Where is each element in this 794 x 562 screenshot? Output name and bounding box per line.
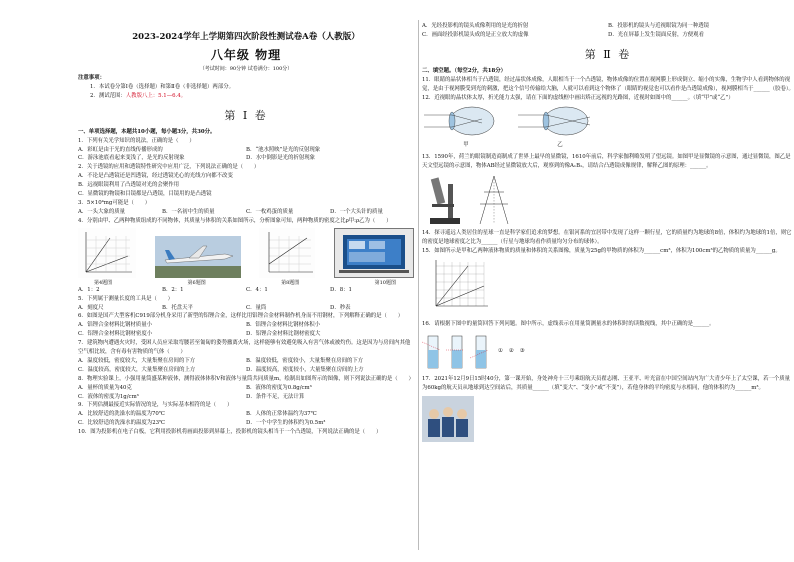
q4-opt-b: B．2：1 (162, 286, 184, 293)
q10-opt-c: C．画面经投影机镜头成的是正立放大的虚像 (422, 31, 529, 38)
q1-opt-a: A．彩虹是由于光的直线传播形成的 (78, 146, 163, 153)
q14-text: 14．探寻遥远人类居住的星球一直是科学家们追求的梦想。在银河系的宜居带中发现了这样一颗行星，它的质量约为地球的8倍，体积约为地球的1倍，则它的密度是地球密度之比为______（行星与地球均看作质量均匀分布的球体）。 (422, 230, 792, 246)
q7-stem: 7．建筑物内遭遇火灾时，受困人员应采取弯腰甚至匍匐的姿势撤离火场，这样能够有效避免吸入有害气体或被灼伤。这是因为与房间内其他空气相比较，含有毒有害物质的气体（ ） (78, 340, 411, 356)
q12-eye-figures (422, 105, 794, 150)
q1-opt-b: B．“池水照映”是光的反射现象 (246, 146, 321, 153)
q15-density-graph (426, 258, 490, 314)
caption-fig8: 第8题图 (281, 279, 300, 286)
q8-opt-d: D．条件不足，无法计算 (246, 393, 305, 400)
q10-whiteboard-photo (334, 228, 414, 278)
figure-captions (78, 279, 414, 286)
projector-screen-icon (335, 229, 413, 277)
note-2-range: 人教版八上：5.1—6.4。 (125, 92, 187, 99)
q8-stem: 8．物理实验课上，小强用量筒盛某种液体，测得液体体积V和液体与量筒共同质量m，绘制出如图所示的图像，则下列说法正确的是（ ） (78, 375, 414, 382)
q4-options (78, 286, 414, 295)
q16-label-3: ③ (519, 348, 525, 355)
note-2 (78, 92, 414, 101)
q4-opt-c: C．4：1 (246, 286, 268, 293)
q3-options (78, 208, 414, 217)
q5-opt-a: A．刻度尺 (78, 304, 104, 311)
q4-stem: 4．分别由甲、乙两种物质组成的不同物体，其质量与体积的关系如图所示，分析图象可知，两种物质的密度之比ρ甲:ρ乙为（ ） (78, 217, 392, 224)
notes-label: 注意事项： (78, 75, 105, 81)
q7-options-row1 (78, 357, 414, 366)
q2-stem: 2．关于透镜的应用和透镜特性研究中应用广泛，下列说法正确的是（ ） (78, 164, 260, 171)
exam-subject: 八年级 物理 (210, 48, 282, 62)
part1-heading: 第 Ⅰ 卷 (224, 108, 268, 122)
q10-options-row1 (422, 22, 794, 31)
column-divider (418, 20, 419, 550)
q16-text: 16．请根据下图中的量筒回答下列问题。图中所示，虚线表示在用量筒测量水的体积时的读数视线，其中正确的是______。 (422, 320, 715, 327)
telescope-diagram-icon (474, 174, 514, 226)
q8-options-row2 (78, 393, 414, 402)
q6-options-row2 (78, 330, 414, 339)
q3-opt-d: D．一个大头针的质量 (330, 208, 383, 215)
q13-text: 13．1590年，荷兰的眼镜制造商制成了世界上最早的显微镜，1610年前后，科学家伽利略发明了望远镜。如图甲是显微镜的示意图，通过显微镜，图乙是天文望远镜的示意图，物体AB经过显微镜放大后，观察到的像A₁B₁，请结合凸透镜成像规律，解释乙图的原理：______。 (422, 154, 791, 170)
airplane-icon (155, 236, 241, 278)
q3-stem: 3．5×10⁴mg可能是（ ） (78, 199, 151, 206)
q8-options-row1 (78, 384, 414, 393)
part2-heading: 第 Ⅱ 卷 (584, 47, 632, 61)
q6-opt-b: B．铝锂合金材料比钢材体积小 (246, 322, 321, 329)
q1-options-row2 (78, 154, 414, 163)
q9-opt-b: B．人体的正常体温约为37℃ (246, 411, 317, 418)
q6-opt-a: A．铝锂合金材料比钢材质量小 (78, 322, 152, 329)
q6-options-row1 (78, 321, 414, 330)
q1-opt-d: D．水中倒影是光的折射现象 (246, 155, 316, 162)
q16-label-1: ① (498, 348, 503, 355)
eye-diagram-icon (516, 105, 604, 137)
q7-opt-a: A．温度较低，密度较大，大量集聚在房间的下方 (78, 357, 196, 364)
exam-title: 2023-2024学年上学期第四次阶段性测试卷A卷（人教版） (132, 32, 360, 42)
q2-opt-b: B．远视眼镜利用了凸透镜对光的会聚作用 (78, 182, 179, 189)
q7-opt-b: B．温度较低，密度较小，大量集聚在房间的下方 (246, 357, 364, 364)
q8-opt-b: B．液体的密度为0.8g/cm³ (246, 384, 312, 391)
q1-options-row1 (78, 146, 414, 155)
measuring-cylinder-icon (422, 332, 492, 372)
q5-stem: 5．下列属于测量长度的工具是（ ） (78, 295, 174, 302)
q8-opt-c: C．液体的密度为1g/cm³ (78, 393, 139, 400)
q7-options-row2 (78, 366, 414, 375)
q4-opt-d: D．8：1 (330, 286, 352, 293)
part1-instruction: 一、单项选择题，本题共10小题，每小题3分，共30分。 (78, 128, 216, 135)
q12-text: 12．近视眼的晶状体太厚，折光能力太强，请在下面的虚线框中画出矫正远视的光路图，近视时如图中的______。（填“甲”或“乙”） (422, 94, 734, 101)
q3-opt-c: C．一枚鸡蛋的质量 (246, 208, 294, 215)
right-column (422, 0, 794, 562)
astronaut-photo-icon (422, 396, 474, 442)
q16-cylinders (422, 332, 794, 372)
q11-text: 11．眼睛的晶状体相当于凸透镜，经过晶状体成像，人眼相当于一个凸透镜，物体成像的位置在视网膜上形成倒立、缩小的实像，生物学中人看到物体的视觉，是由于视网膜受到光的刺激，把这个信号传输给大脑，人就可以看到这个物体了（眼睛的视觉也可以看作是凸透镜成像），视网膜相当于______（胶卷）。 (422, 76, 794, 92)
q9-stem: 9．下列估测最接近实际情况的是，与实际基本相符的是（ ） (78, 402, 233, 409)
figure-row (78, 228, 414, 278)
q8-mass-volume-graph (259, 228, 315, 278)
q9-opt-c: C．比较舒适的洗澡水的温度为23℃ (78, 420, 166, 427)
left-column (78, 0, 414, 562)
caption-fig4: 第4题图 (94, 279, 113, 286)
q5-opt-c: C．量筒 (246, 304, 267, 311)
q6-opt-d: D．铝锂合金材料比钢材密度大 (246, 331, 321, 338)
note-1: 1．本试卷分第Ⅰ卷（选择题）和第Ⅱ卷（非选择题）两部分。 (90, 83, 234, 90)
eye-figure-yi (516, 105, 604, 150)
q5-options (78, 304, 414, 313)
q13-figures (422, 174, 794, 226)
q10-opt-b: B．投影机的镜头与近视眼镜为同一种透镜 (608, 23, 709, 29)
eye-diagram-icon (422, 105, 510, 137)
q3-opt-b: B．一名初中生的质量 (162, 208, 215, 215)
q6-stem: 6．如图是国产大型客机C919部分机身采用了新型的铝锂合金，这样比用铝锂合金材料制作机身而不用钢材，下列解释正确的是（ ） (78, 313, 404, 320)
q5-opt-d: D．秒表 (330, 304, 351, 311)
q6-opt-c: C．铝锂合金材料比钢材密度小 (78, 331, 153, 338)
q10-stem: 10．图为投影机在电子白板，它利用投影机将画面投影到屏幕上，投影机的镜头相当于一个凸透镜，下列说法正确的是（ ） (78, 429, 382, 436)
q10-opt-a: A．光经投影机的镜头成像利用的是光的折射 (422, 23, 529, 29)
note-2-text: 2．测试范围： (90, 92, 126, 99)
eye-caption-yi: 乙 (557, 142, 563, 149)
q3-opt-a: A．一头大象的质量 (78, 208, 126, 215)
part2-instruction: 二、填空题。（每空2分，共18分） (422, 67, 507, 74)
q4-opt-a: A．1：2 (78, 286, 100, 293)
q6-airplane-photo (155, 236, 241, 278)
q9-options-row1 (78, 410, 414, 419)
q1-stem: 1．下列有关光学知识的说法，正确的是（ ） (78, 137, 195, 144)
eye-figure-jia (422, 105, 510, 150)
q9-opt-d: D．一个中学生的体积约为0.5m³ (246, 420, 326, 427)
q7-opt-d: D．温度较高，密度较小，大量集聚在房间的上方 (246, 366, 364, 373)
q2-opt-a: A．不论是凸透镜还是凹透镜，经过透镜光心的光线方向都不改变 (78, 173, 233, 180)
q5-opt-b: B．托盘天平 (162, 304, 193, 311)
q10-options-row2 (422, 31, 794, 40)
caption-fig6: 第6题图 (187, 279, 206, 286)
q9-options-row2 (78, 419, 414, 428)
eye-caption-jia: 甲 (463, 142, 469, 149)
caption-fig10: 第10题图 (374, 279, 396, 286)
exam-meta: （考试时间：90分钟 试卷满分：100分） (199, 66, 293, 72)
q15-text: 15．如图所示是甲和乙两种液体物质的质量和体积的关系图像，质量为25g的甲物质的体积为______cm³，体积为100cm³的乙物质的质量为______g。 (422, 247, 781, 254)
q16-label-2: ② (508, 348, 514, 355)
q4-mass-volume-graph (78, 228, 136, 278)
q17-text: 17．2021年12月9日15时40分，第一课开始，身处神舟十三号乘组航天员翟志刚、王亚平、叶光富在中国空间站内为广大青少年上了太空课，若一个质量为60kg的航天员从地球到达空间站后，其质量______（填“变大”、“变小”或“不变”），若他身体的平均密度与水相同，他的体积约为______m³。 (422, 375, 791, 391)
q1-opt-c: C．游泳池底看起来变浅了，是光的反射现象 (78, 155, 185, 162)
q2-opt-c: C．显微镜的物镜和目镜都是凸透镜，目镜用的是凸透镜 (78, 191, 212, 198)
q7-opt-c: C．温度较高，密度较大，大量集聚在房间的上方 (78, 366, 196, 373)
q10-opt-d: D．光在屏幕上发生镜面反射，方便观看 (608, 31, 704, 38)
q9-opt-a: A．比较舒适的洗澡水的温度为70℃ (78, 411, 165, 418)
microscope-icon (422, 174, 468, 226)
q17-astronauts-photo (422, 396, 474, 442)
q8-opt-a: A．量杯的质量为40克 (78, 384, 132, 391)
